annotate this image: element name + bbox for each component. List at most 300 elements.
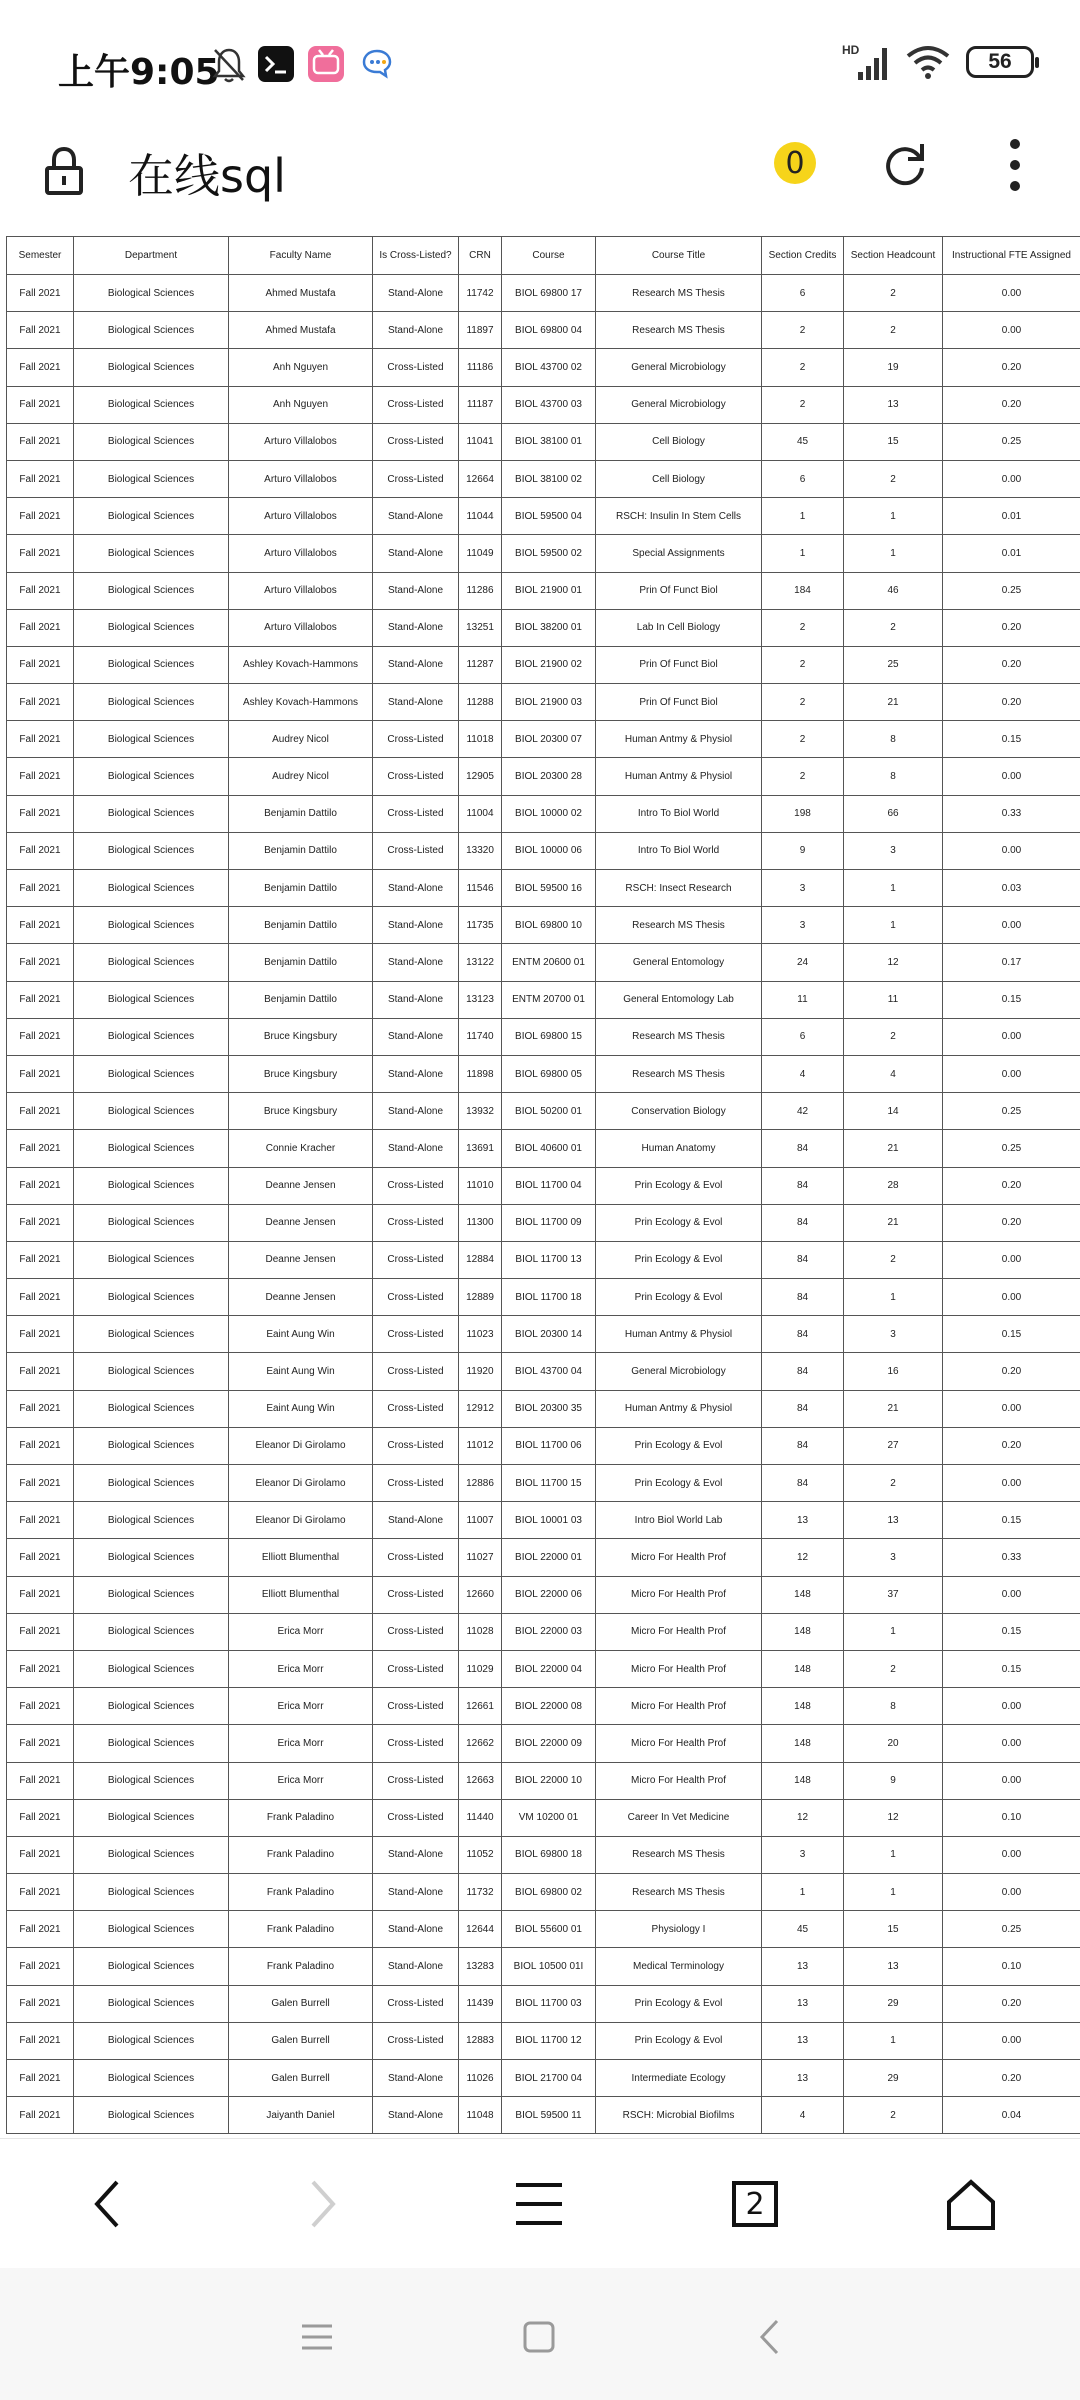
- table-cell: 0.04: [943, 2097, 1080, 2134]
- table-cell: Biological Sciences: [74, 1130, 229, 1167]
- table-cell: BIOL 22000 09: [502, 1725, 596, 1762]
- table-cell: Ahmed Mustafa: [229, 275, 373, 312]
- table-cell: Prin Ecology & Evol: [596, 1279, 762, 1316]
- table-cell: 11027: [459, 1539, 502, 1576]
- table-row: [7, 684, 1080, 721]
- table-cell: Fall 2021: [7, 1576, 74, 1613]
- home-button[interactable]: [936, 2169, 1006, 2239]
- table-cell: 0.00: [943, 1762, 1080, 1799]
- table-cell: Fall 2021: [7, 275, 74, 312]
- table-cell: Benjamin Dattilo: [229, 981, 373, 1018]
- table-cell: Cross-Listed: [373, 1613, 459, 1650]
- table-cell: Fall 2021: [7, 1130, 74, 1167]
- table-row: [7, 832, 1080, 869]
- table-cell: BIOL 43700 04: [502, 1353, 596, 1390]
- column-header: Section Credits: [762, 237, 844, 275]
- table-row: [7, 1911, 1080, 1948]
- table-row: [7, 1427, 1080, 1464]
- table-cell: 2: [844, 460, 943, 497]
- column-header: Is Cross-Listed?: [373, 237, 459, 275]
- column-header: Semester: [7, 237, 74, 275]
- table-cell: Research MS Thesis: [596, 1055, 762, 1092]
- table-cell: Biological Sciences: [74, 981, 229, 1018]
- network-type-label: HD: [842, 43, 860, 57]
- table-cell: Bruce Kingsbury: [229, 1055, 373, 1092]
- table-cell: Biological Sciences: [74, 2022, 229, 2059]
- table-cell: Fall 2021: [7, 1688, 74, 1725]
- table-cell: 13122: [459, 944, 502, 981]
- table-cell: Prin Ecology & Evol: [596, 1204, 762, 1241]
- table-cell: 84: [762, 1241, 844, 1278]
- table-cell: Biological Sciences: [74, 832, 229, 869]
- back-button[interactable]: [72, 2169, 142, 2239]
- table-cell: 84: [762, 1316, 844, 1353]
- table-cell: Biological Sciences: [74, 1279, 229, 1316]
- counter-badge[interactable]: 0: [774, 142, 816, 184]
- table-cell: 13320: [459, 832, 502, 869]
- table-cell: 12660: [459, 1576, 502, 1613]
- table-cell: Fall 2021: [7, 1799, 74, 1836]
- table-cell: 11300: [459, 1204, 502, 1241]
- table-cell: 2: [762, 349, 844, 386]
- page-title[interactable]: 在线sql: [128, 149, 286, 203]
- table-cell: Biological Sciences: [74, 721, 229, 758]
- table-row: [7, 795, 1080, 832]
- table-cell: 12: [762, 1799, 844, 1836]
- table-row: [7, 1576, 1080, 1613]
- table-cell: 13: [762, 2022, 844, 2059]
- table-row: [7, 386, 1080, 423]
- table-cell: Frank Paladino: [229, 1799, 373, 1836]
- table-cell: 0.00: [943, 1725, 1080, 1762]
- table-cell: Stand-Alone: [373, 609, 459, 646]
- table-cell: Intro To Biol World: [596, 832, 762, 869]
- table-cell: 1: [844, 535, 943, 572]
- table-cell: Cross-Listed: [373, 1316, 459, 1353]
- table-cell: Stand-Alone: [373, 498, 459, 535]
- table-cell: 13283: [459, 1948, 502, 1985]
- table-cell: Biological Sciences: [74, 1613, 229, 1650]
- table-row: [7, 498, 1080, 535]
- table-cell: Biological Sciences: [74, 1018, 229, 1055]
- system-back-icon: [757, 2318, 781, 2356]
- square-home-icon: [523, 2321, 555, 2353]
- tab-count: 2: [732, 2181, 778, 2227]
- table-cell: 2: [762, 386, 844, 423]
- table-cell: 2: [844, 1465, 943, 1502]
- table-cell: 2: [762, 758, 844, 795]
- table-cell: Research MS Thesis: [596, 312, 762, 349]
- table-cell: 13: [762, 1985, 844, 2022]
- bell-off-icon: [212, 46, 246, 84]
- table-cell: Arturo Villalobos: [229, 609, 373, 646]
- table-cell: Research MS Thesis: [596, 275, 762, 312]
- table-cell: BIOL 55600 01: [502, 1911, 596, 1948]
- table-cell: BIOL 11700 03: [502, 1985, 596, 2022]
- table-cell: Stand-Alone: [373, 1836, 459, 1873]
- table-cell: 3: [844, 1539, 943, 1576]
- reload-icon[interactable]: [880, 138, 930, 188]
- table-cell: Stand-Alone: [373, 312, 459, 349]
- table-cell: 42: [762, 1093, 844, 1130]
- table-cell: Elliott Blumenthal: [229, 1576, 373, 1613]
- table-cell: Fall 2021: [7, 1985, 74, 2022]
- table-cell: Biological Sciences: [74, 460, 229, 497]
- results-table-container[interactable]: [6, 236, 1080, 2136]
- table-cell: Special Assignments: [596, 535, 762, 572]
- forward-button[interactable]: [288, 2169, 358, 2239]
- table-cell: Biological Sciences: [74, 1502, 229, 1539]
- terminal-app-icon: [258, 46, 294, 82]
- table-cell: BIOL 50200 01: [502, 1093, 596, 1130]
- table-cell: 0.00: [943, 1055, 1080, 1092]
- table-cell: Erica Morr: [229, 1688, 373, 1725]
- table-cell: Benjamin Dattilo: [229, 870, 373, 907]
- table-cell: BIOL 59500 04: [502, 498, 596, 535]
- table-cell: Anh Nguyen: [229, 386, 373, 423]
- table-cell: 2: [844, 1018, 943, 1055]
- table-cell: Biological Sciences: [74, 1316, 229, 1353]
- table-cell: 11007: [459, 1502, 502, 1539]
- table-cell: 25: [844, 646, 943, 683]
- table-cell: 11029: [459, 1650, 502, 1687]
- table-cell: Biological Sciences: [74, 275, 229, 312]
- table-cell: Fall 2021: [7, 1836, 74, 1873]
- table-cell: Physiology I: [596, 1911, 762, 1948]
- table-cell: BIOL 21900 03: [502, 684, 596, 721]
- table-cell: Fall 2021: [7, 1316, 74, 1353]
- chevron-left-icon: [87, 2174, 127, 2234]
- table-cell: 11287: [459, 646, 502, 683]
- table-cell: Biological Sciences: [74, 498, 229, 535]
- table-cell: Fall 2021: [7, 758, 74, 795]
- table-cell: Fall 2021: [7, 312, 74, 349]
- app-bar: [0, 130, 1080, 230]
- column-header: Course: [502, 237, 596, 275]
- table-cell: Biological Sciences: [74, 1762, 229, 1799]
- table-cell: Biological Sciences: [74, 1204, 229, 1241]
- table-row: [7, 275, 1080, 312]
- table-cell: 12884: [459, 1241, 502, 1278]
- table-cell: 15: [844, 423, 943, 460]
- table-cell: 0.20: [943, 349, 1080, 386]
- table-cell: 66: [844, 795, 943, 832]
- table-cell: Deanne Jensen: [229, 1204, 373, 1241]
- table-cell: Arturo Villalobos: [229, 460, 373, 497]
- table-cell: 12905: [459, 758, 502, 795]
- table-cell: Frank Paladino: [229, 1836, 373, 1873]
- table-cell: 1: [762, 498, 844, 535]
- table-row: [7, 312, 1080, 349]
- system-recents-button[interactable]: [292, 2312, 342, 2362]
- table-row: [7, 1985, 1080, 2022]
- table-cell: Biological Sciences: [74, 423, 229, 460]
- table-cell: 21: [844, 1390, 943, 1427]
- table-cell: 12: [762, 1539, 844, 1576]
- table-row: [7, 609, 1080, 646]
- table-cell: RSCH: Insect Research: [596, 870, 762, 907]
- table-cell: 0.00: [943, 832, 1080, 869]
- table-cell: Galen Burrell: [229, 2022, 373, 2059]
- table-cell: 0.03: [943, 870, 1080, 907]
- table-row: [7, 1948, 1080, 1985]
- table-cell: 0.20: [943, 1204, 1080, 1241]
- table-cell: 12644: [459, 1911, 502, 1948]
- table-cell: Eleanor Di Girolamo: [229, 1502, 373, 1539]
- table-cell: Stand-Alone: [373, 2060, 459, 2097]
- column-header: Course Title: [596, 237, 762, 275]
- table-cell: BIOL 20300 35: [502, 1390, 596, 1427]
- table-cell: BIOL 11700 13: [502, 1241, 596, 1278]
- table-cell: Arturo Villalobos: [229, 423, 373, 460]
- table-cell: Fall 2021: [7, 1167, 74, 1204]
- table-cell: 148: [762, 1613, 844, 1650]
- table-cell: BIOL 59500 16: [502, 870, 596, 907]
- table-cell: Audrey Nicol: [229, 758, 373, 795]
- table-cell: 12912: [459, 1390, 502, 1427]
- table-cell: Biological Sciences: [74, 535, 229, 572]
- table-cell: 0.20: [943, 609, 1080, 646]
- system-nav-bar: [0, 2268, 1080, 2400]
- table-cell: 13: [844, 386, 943, 423]
- table-cell: 0.20: [943, 1427, 1080, 1464]
- table-row: [7, 349, 1080, 386]
- table-cell: Human Anatomy: [596, 1130, 762, 1167]
- table-cell: 1: [762, 1874, 844, 1911]
- table-cell: 8: [844, 721, 943, 758]
- table-cell: 148: [762, 1576, 844, 1613]
- table-cell: 21: [844, 1204, 943, 1241]
- table-row: [7, 1390, 1080, 1427]
- table-cell: 9: [844, 1762, 943, 1799]
- table-cell: 20: [844, 1725, 943, 1762]
- table-cell: 1: [844, 1613, 943, 1650]
- table-cell: 27: [844, 1427, 943, 1464]
- table-row: [7, 1055, 1080, 1092]
- table-row: [7, 1725, 1080, 1762]
- table-cell: BIOL 69800 15: [502, 1018, 596, 1055]
- table-cell: 24: [762, 944, 844, 981]
- table-cell: 13: [762, 2060, 844, 2097]
- table-cell: 0.00: [943, 1390, 1080, 1427]
- table-cell: 0.00: [943, 907, 1080, 944]
- signal-icon: [842, 42, 890, 82]
- table-cell: Cross-Listed: [373, 1539, 459, 1576]
- table-cell: Fall 2021: [7, 1502, 74, 1539]
- table-cell: Fall 2021: [7, 1055, 74, 1092]
- table-cell: BIOL 20300 07: [502, 721, 596, 758]
- table-cell: Stand-Alone: [373, 646, 459, 683]
- table-cell: Research MS Thesis: [596, 1018, 762, 1055]
- table-cell: 11: [762, 981, 844, 1018]
- table-cell: BIOL 11700 15: [502, 1465, 596, 1502]
- recents-icon: [300, 2322, 334, 2352]
- table-cell: 46: [844, 572, 943, 609]
- table-cell: Biological Sciences: [74, 1874, 229, 1911]
- table-cell: 0.25: [943, 423, 1080, 460]
- battery-level: 56: [988, 50, 1012, 73]
- table-cell: Fall 2021: [7, 1390, 74, 1427]
- lock-icon[interactable]: [44, 146, 84, 196]
- system-back-button[interactable]: [744, 2312, 794, 2362]
- table-cell: 11288: [459, 684, 502, 721]
- table-cell: 0.20: [943, 386, 1080, 423]
- table-cell: Micro For Health Prof: [596, 1688, 762, 1725]
- tabs-button[interactable]: [720, 2169, 790, 2239]
- table-cell: 13932: [459, 1093, 502, 1130]
- table-cell: 11286: [459, 572, 502, 609]
- table-cell: 84: [762, 1204, 844, 1241]
- table-cell: Biological Sciences: [74, 646, 229, 683]
- table-cell: 11897: [459, 312, 502, 349]
- table-cell: BIOL 38100 02: [502, 460, 596, 497]
- table-cell: Fall 2021: [7, 684, 74, 721]
- table-cell: 0.00: [943, 275, 1080, 312]
- table-cell: Prin Ecology & Evol: [596, 1465, 762, 1502]
- table-cell: Fall 2021: [7, 1427, 74, 1464]
- table-cell: BIOL 11700 06: [502, 1427, 596, 1464]
- table-cell: Cross-Listed: [373, 349, 459, 386]
- table-cell: Ashley Kovach-Hammons: [229, 646, 373, 683]
- table-cell: 2: [762, 721, 844, 758]
- table-cell: BIOL 69800 18: [502, 1836, 596, 1873]
- table-cell: 9: [762, 832, 844, 869]
- table-cell: 13: [762, 1948, 844, 1985]
- menu-button[interactable]: [504, 2169, 574, 2239]
- system-home-button[interactable]: [514, 2312, 564, 2362]
- table-cell: 198: [762, 795, 844, 832]
- table-cell: Arturo Villalobos: [229, 572, 373, 609]
- table-cell: 0.15: [943, 1650, 1080, 1687]
- table-row: [7, 2060, 1080, 2097]
- table-cell: Fall 2021: [7, 1279, 74, 1316]
- table-cell: Biological Sciences: [74, 1650, 229, 1687]
- column-header: Section Headcount: [844, 237, 943, 275]
- table-cell: Cross-Listed: [373, 1650, 459, 1687]
- table-cell: Fall 2021: [7, 1874, 74, 1911]
- table-cell: Fall 2021: [7, 795, 74, 832]
- table-cell: 0.00: [943, 1018, 1080, 1055]
- table-cell: 11: [844, 981, 943, 1018]
- table-cell: Galen Burrell: [229, 2060, 373, 2097]
- table-cell: Stand-Alone: [373, 944, 459, 981]
- table-cell: 0.00: [943, 1836, 1080, 1873]
- table-cell: 11004: [459, 795, 502, 832]
- table-cell: 4: [844, 1055, 943, 1092]
- table-cell: Fall 2021: [7, 1465, 74, 1502]
- table-cell: 0.00: [943, 758, 1080, 795]
- table-cell: Cross-Listed: [373, 1204, 459, 1241]
- table-cell: 0.15: [943, 1613, 1080, 1650]
- table-cell: BIOL 69800 04: [502, 312, 596, 349]
- table-cell: Frank Paladino: [229, 1948, 373, 1985]
- table-cell: BIOL 10500 01I: [502, 1948, 596, 1985]
- table-cell: 2: [844, 275, 943, 312]
- table-cell: Biological Sciences: [74, 609, 229, 646]
- table-cell: 0.10: [943, 1948, 1080, 1985]
- table-row: [7, 1279, 1080, 1316]
- table-cell: Prin Of Funct Biol: [596, 646, 762, 683]
- table-row: [7, 535, 1080, 572]
- table-cell: 0.20: [943, 646, 1080, 683]
- column-header: Faculty Name: [229, 237, 373, 275]
- table-cell: Human Antmy & Physiol: [596, 1390, 762, 1427]
- table-cell: Fall 2021: [7, 1241, 74, 1278]
- table-cell: ENTM 20700 01: [502, 981, 596, 1018]
- table-cell: 11010: [459, 1167, 502, 1204]
- table-cell: 8: [844, 758, 943, 795]
- table-cell: 0.15: [943, 721, 1080, 758]
- table-row: [7, 1688, 1080, 1725]
- table-cell: 11023: [459, 1316, 502, 1353]
- table-cell: BIOL 10000 02: [502, 795, 596, 832]
- table-cell: BIOL 22000 10: [502, 1762, 596, 1799]
- table-cell: BIOL 22000 03: [502, 1613, 596, 1650]
- table-cell: Elliott Blumenthal: [229, 1539, 373, 1576]
- wifi-icon: [906, 44, 950, 80]
- table-cell: 2: [762, 609, 844, 646]
- table-cell: 184: [762, 572, 844, 609]
- table-cell: 3: [762, 1836, 844, 1873]
- table-row: [7, 907, 1080, 944]
- table-cell: General Entomology: [596, 944, 762, 981]
- table-row: [7, 1316, 1080, 1353]
- table-cell: Micro For Health Prof: [596, 1650, 762, 1687]
- table-cell: 3: [844, 1316, 943, 1353]
- table-cell: 2: [762, 646, 844, 683]
- table-cell: 0.00: [943, 1279, 1080, 1316]
- status-bar: [0, 0, 1080, 130]
- table-cell: Prin Ecology & Evol: [596, 1427, 762, 1464]
- table-cell: Cross-Listed: [373, 1241, 459, 1278]
- table-cell: Fall 2021: [7, 1204, 74, 1241]
- table-cell: 6: [762, 460, 844, 497]
- more-vert-icon[interactable]: [1000, 138, 1030, 192]
- table-cell: 11012: [459, 1427, 502, 1464]
- table-cell: Biological Sciences: [74, 1836, 229, 1873]
- table-cell: Cross-Listed: [373, 795, 459, 832]
- table-cell: 2: [844, 1241, 943, 1278]
- table-cell: 45: [762, 1911, 844, 1948]
- table-cell: Biological Sciences: [74, 944, 229, 981]
- table-cell: Stand-Alone: [373, 1502, 459, 1539]
- table-row: [7, 1799, 1080, 1836]
- table-cell: 0.20: [943, 1353, 1080, 1390]
- table-cell: Biological Sciences: [74, 1390, 229, 1427]
- table-cell: Cross-Listed: [373, 460, 459, 497]
- table-cell: 11439: [459, 1985, 502, 2022]
- table-cell: BIOL 11700 04: [502, 1167, 596, 1204]
- table-row: [7, 758, 1080, 795]
- table-cell: Cross-Listed: [373, 1576, 459, 1613]
- table-cell: Frank Paladino: [229, 1874, 373, 1911]
- table-cell: 13: [844, 1502, 943, 1539]
- table-cell: 11026: [459, 2060, 502, 2097]
- table-cell: Biological Sciences: [74, 349, 229, 386]
- table-cell: BIOL 21900 02: [502, 646, 596, 683]
- table-cell: Fall 2021: [7, 349, 74, 386]
- table-cell: Cross-Listed: [373, 1985, 459, 2022]
- table-cell: Fall 2021: [7, 535, 74, 572]
- table-cell: 12663: [459, 1762, 502, 1799]
- status-time: 上午9:05: [58, 52, 220, 93]
- table-cell: 0.25: [943, 1911, 1080, 1948]
- table-cell: Human Antmy & Physiol: [596, 1316, 762, 1353]
- table-cell: Cross-Listed: [373, 758, 459, 795]
- table-row: [7, 1204, 1080, 1241]
- table-cell: Audrey Nicol: [229, 721, 373, 758]
- table-cell: Fall 2021: [7, 944, 74, 981]
